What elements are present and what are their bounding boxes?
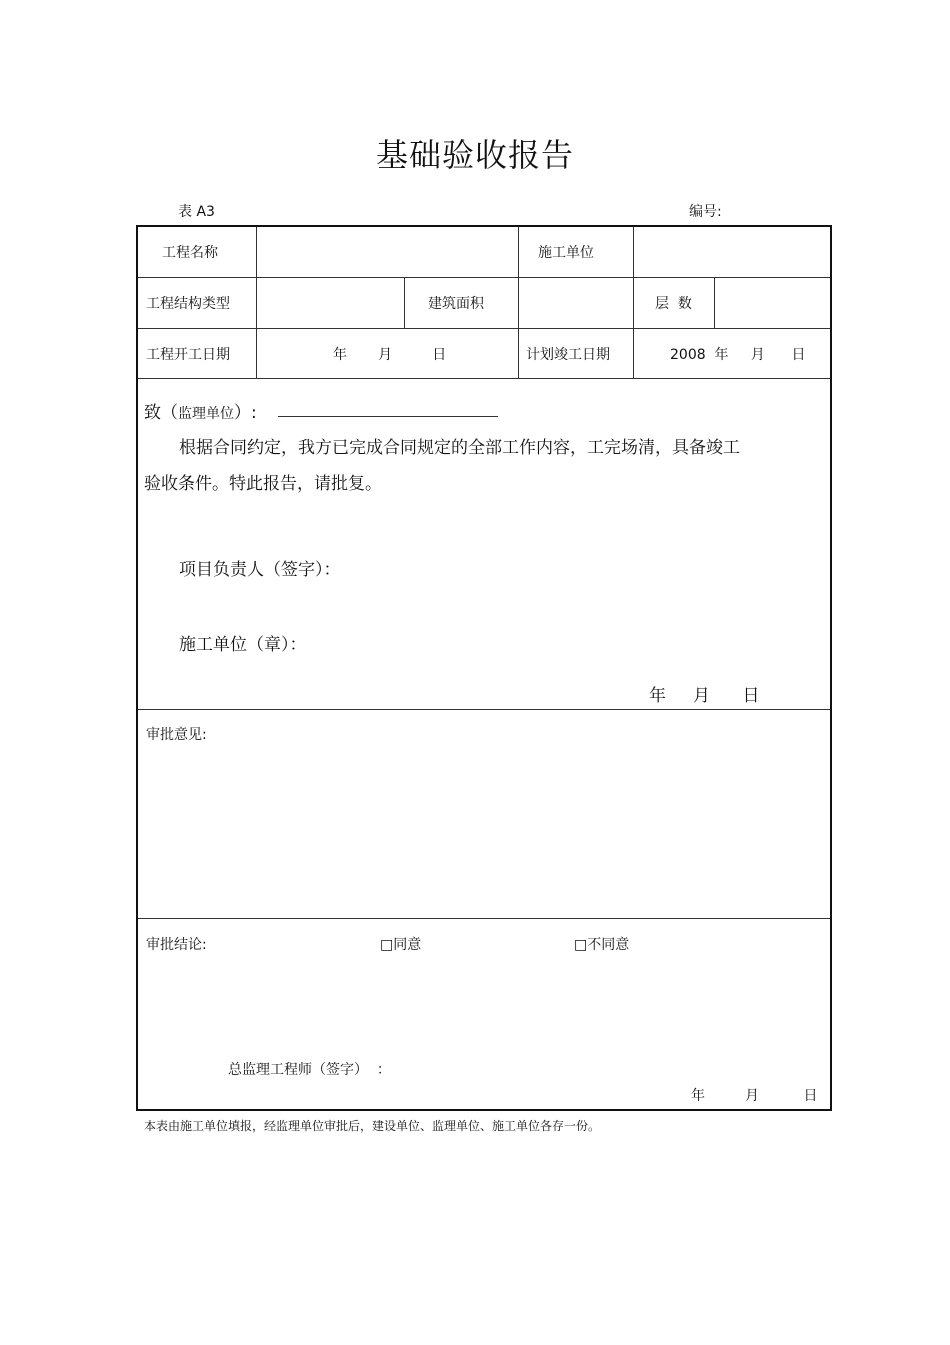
- agree-checkbox[interactable]: □同意: [380, 937, 422, 953]
- row-divider: [138, 378, 830, 379]
- start-date-label: 工程开工日期: [146, 346, 230, 363]
- approval-conclusion-label: 审批结论:: [146, 937, 207, 953]
- project-name-label: 工程名称: [162, 245, 218, 261]
- acceptance-form: [136, 225, 832, 1111]
- serial-number-label: 编号:: [689, 204, 722, 220]
- to-prefix: 致（: [144, 403, 178, 423]
- chief-engineer-signature: 总监理工程师（签字） ：: [228, 1062, 391, 1078]
- addressee-blank-line[interactable]: [278, 416, 498, 417]
- to-suffix: ）:: [234, 403, 257, 423]
- table-number: 表 A3: [178, 204, 215, 220]
- contractor-seal: 施工单位（章）：: [179, 635, 307, 655]
- floors-label: 层 数: [655, 296, 692, 312]
- disagree-checkbox[interactable]: □不同意: [574, 937, 630, 953]
- approval-opinion-label: 审批意见:: [146, 727, 207, 743]
- floors-field[interactable]: [715, 278, 832, 328]
- conclusion-date: 年 月 日: [691, 1088, 818, 1104]
- footnote: 本表由施工单位填报，经监理单位审批后，建设单位、监理单位、施工单位各存一份。: [144, 1119, 601, 1133]
- report-body-line1: 根据合同约定，我方已完成合同规定的全部工作内容，工完场清，具备竣工: [179, 438, 740, 458]
- row-divider: [138, 918, 830, 919]
- contractor-label: 施工单位: [538, 245, 594, 261]
- addressee-line: [144, 398, 257, 423]
- planned-completion-label: 计划竣工日期: [526, 346, 610, 363]
- structure-type-label: 工程结构类型: [146, 296, 230, 312]
- planned-completion-field[interactable]: 2008 年 月 日: [670, 346, 806, 363]
- row-divider: [138, 709, 830, 710]
- building-area-field[interactable]: [519, 278, 633, 328]
- building-area-label: 建筑面积: [428, 296, 484, 312]
- supervision-unit-label: 监理单位: [178, 406, 234, 422]
- start-date-field[interactable]: 年 月 日: [333, 346, 447, 363]
- page-title: 基础验收报告: [375, 136, 574, 174]
- report-body-line2: 验收条件。特此报告，请批复。: [144, 474, 382, 494]
- project-manager-signature: 项目负责人（签字）：: [179, 560, 341, 580]
- contractor-field[interactable]: [634, 227, 832, 277]
- report-date: 年 月 日: [649, 686, 760, 706]
- col-divider: [404, 277, 405, 328]
- project-name-field[interactable]: [257, 227, 518, 277]
- structure-type-field[interactable]: [257, 278, 404, 328]
